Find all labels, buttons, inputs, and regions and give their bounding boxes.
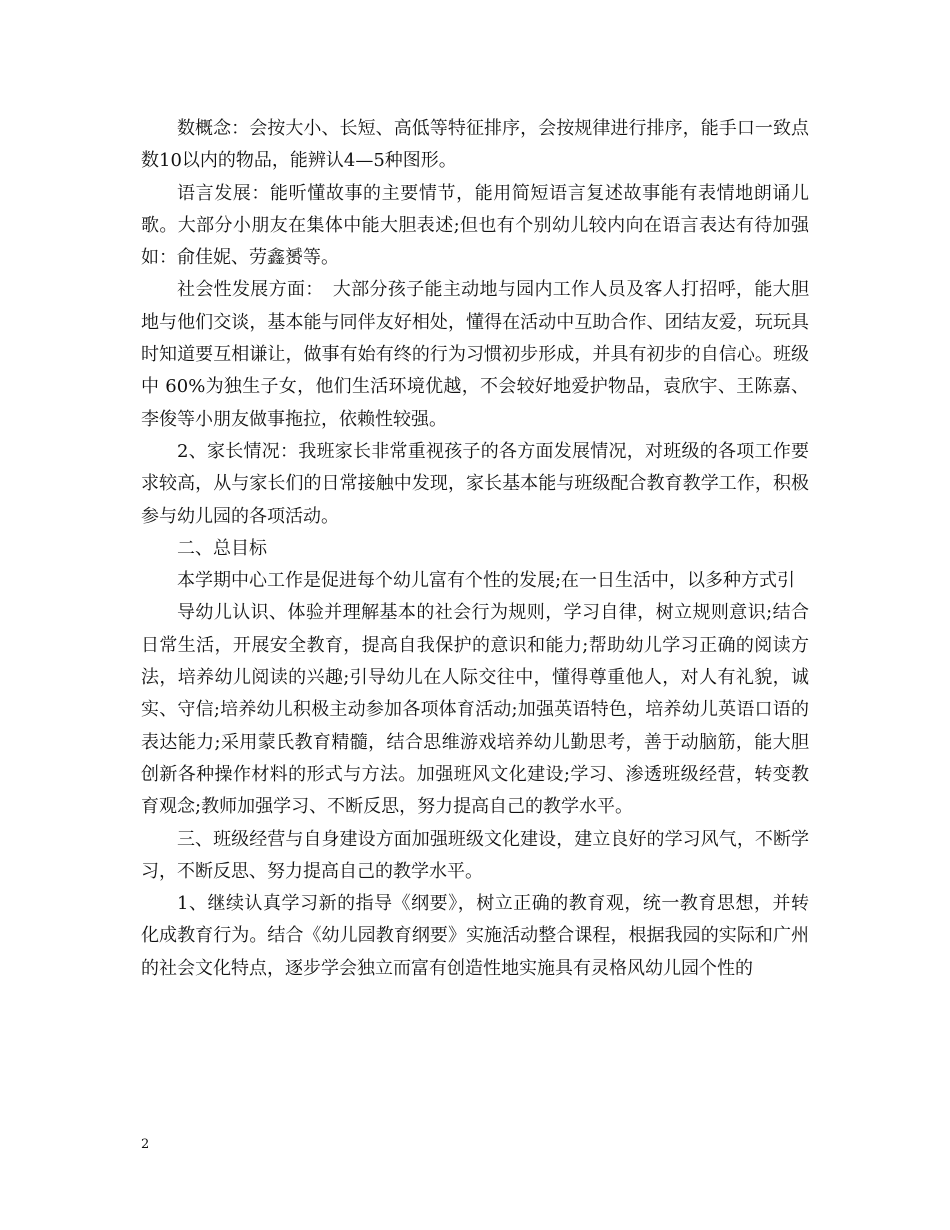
- paragraph-social-development: 社会性发展方面： 大部分孩子能主动地与园内工作人员及客人打招呼，能大胆地与他们交谈，基本能与同伴友好相处，懂得在活动中互助合作、团结友爱，玩玩具时知道要互相谦让，做事有始有终的行为习惯初步形成，并具有初步的自信心。班级中 60%为独生子女，他们生活环境优越，不会较好地爱护物品，袁欣宇、王陈嘉、李俊等小朋友做事拖拉，依赖性较强。: [141, 279, 809, 430]
- heading-overall-goals: 二、总目标: [177, 537, 267, 559]
- paragraph-outline-study: 1、继续认真学习新的指导《纲要》，树立正确的教育观，统一教育思想，并转化成教育行为。结合《幼儿园教育纲要》实施活动整合课程，根据我园的实际和广州的社会文化特点，逐步学会独立而富有创造性地实施具有灵格风幼儿园个性的: [141, 893, 809, 979]
- paragraph-math-concepts: 数概念：会按大小、长短、高低等特征排序，会按规律进行排序，能手口一致点数10以内的物品，能辨认4—5种图形。: [141, 118, 809, 172]
- paragraph-parent-situation: 2、家长情况：我班家长非常重视孩子的各方面发展情况，对班级的各项工作要求较高，从与家长们的日常接触中发现，家长基本能与班级配合教育教学工作，积极参与幼儿园的各项活动。: [141, 440, 809, 527]
- paragraph-class-management: 三、班级经营与自身建设方面加强班级文化建设，建立良好的学习风气，不断学习，不断反思、努力提高自己的教学水平。: [141, 828, 809, 882]
- document-body: [141, 113, 809, 985]
- paragraph-language-development: 语言发展：能听懂故事的主要情节，能用简短语言复述故事能有表情地朗诵儿歌。大部分小朋友在集体中能大胆表述;但也有个别幼儿较内向在语言表达有待加强如：俞佳妮、劳鑫赟等。: [141, 182, 809, 269]
- paragraph-guidance-goals: 导幼儿认识、体验并理解基本的社会行为规则，学习自律，树立规则意识;结合日常生活，开展安全教育，提高自我保护的意识和能力;帮助幼儿学习正确的阅读方法，培养幼儿阅读的兴趣;引导幼儿在人际交往中，懂得尊重他人，对人有礼貌，诚实、守信;培养幼儿积极主动参加各项体育活动;加强英语特色，培养幼儿英语口语的表达能力;采用蒙氏教育精髓，结合思维游戏培养幼儿勤思考，善于动脑筋，能大胆创新各种操作材料的形式与方法。加强班风文化建设;学习、渗透班级经营，转变教育观念;教师加强学习、不断反思，努力提高自己的教学水平。: [141, 602, 809, 818]
- paragraph-semester-focus: 本学期中心工作是促进每个幼儿富有个性的发展;在一日生活中，以多种方式引: [177, 570, 796, 592]
- page-number: 2: [141, 1137, 150, 1152]
